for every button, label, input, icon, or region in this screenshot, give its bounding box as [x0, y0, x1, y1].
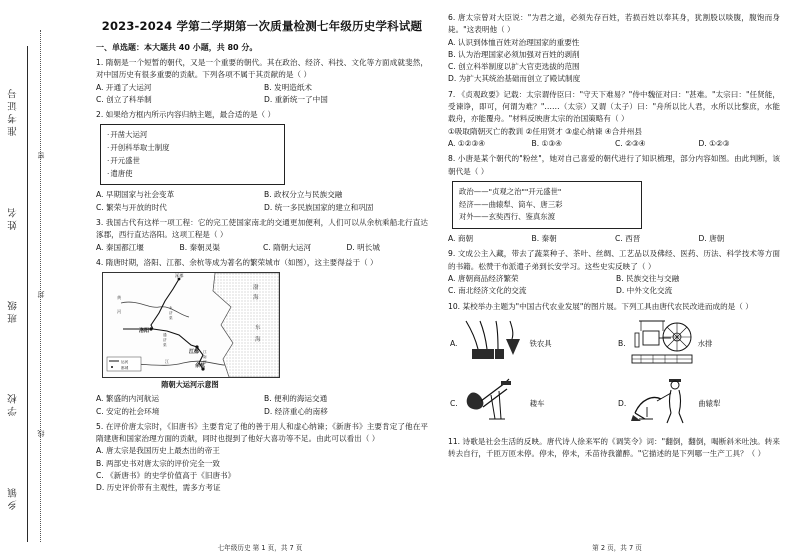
- question-9-option-a[interactable]: A. 唐朝商品经济繁荣: [448, 273, 519, 283]
- question-7-option-d[interactable]: D. ①②③: [698, 138, 730, 148]
- svg-text:海: 海: [255, 337, 261, 344]
- question-6-option-a[interactable]: A. 认识到体恤百姓对治理国家的重要性: [448, 37, 580, 47]
- material-line: ·开创科举取士制度: [107, 143, 170, 153]
- question-8-stem: 8. 小唐是某个朝代的"粉丝"，她对自己喜爱的朝代进行了知识梳理，部分内容如图。由此判断，该朝代是（ ）: [448, 154, 780, 176]
- material-text: 开凿大运河: [110, 130, 148, 140]
- question-6-stem: 6. 唐太宗曾对大臣说："为君之道，必须先存百姓，若损百姓以奉其身，犹割股以啖腹，腹饱而身毙。"这表明他（ ）: [448, 13, 780, 35]
- question-7-option-b[interactable]: B. ①③④: [531, 138, 562, 148]
- question-5-option-a[interactable]: A. 唐太宗是我国历史上最杰出的帝王: [96, 446, 220, 456]
- svg-text:永: 永: [169, 306, 173, 311]
- question-7-stem: 7. 《贞观政要》记载：太宗谓侍臣曰："守天下难易？"侍中魏征对曰："甚难。"太宗曰："任贤能，受谏诤，即可，何谓为难？"……（太宗）又谓（太子）曰："舟所以比人君，水所以比黎庶，水能载舟，亦能覆舟。"材料反映唐太宗的治国策略有（ ）: [448, 89, 780, 124]
- question-11-stem: 11. 诗歌是社会生活的反映。唐代诗人徐来军的《调笑令》词："翻倒，翻倒，喝断斜米吐浊。转来转去自行，千匝万匝未停。停未，停未，禾苗待我灌醉。"它描述的是下列哪一生产工具？（ ）: [448, 436, 780, 459]
- question-11: [448, 436, 780, 461]
- iron-farm-tools-icon: [460, 315, 526, 372]
- svg-text:江都: 江都: [189, 349, 200, 356]
- material-text: 经济——曲辕犁、筒车、唐三彩: [459, 199, 563, 209]
- left-page-footer: 七年级历史 第 1 页，共 7 页: [217, 544, 303, 552]
- question-7: [448, 89, 780, 150]
- question-10-option-a[interactable]: [450, 315, 612, 373]
- question-1: [96, 57, 428, 106]
- question-4-options: [96, 393, 428, 418]
- question-9-stem: 9. 文成公主入藏，带去了蔬菜种子、茶叶、丝绸、工艺品以及佛经、医药、历法、科学技术等方面的书籍。松赞干布派遣子弟到长安学习。这些史实反映了（ ）: [448, 249, 780, 271]
- question-6: [448, 12, 780, 86]
- question-10-option-d-label: 曲辕犁: [698, 399, 721, 409]
- question-3-option-b[interactable]: B. 秦朝灵渠: [179, 242, 220, 252]
- svg-text:余杭: 余杭: [195, 363, 206, 370]
- question-2-option-d[interactable]: D. 统一多民族国家的建立和巩固: [264, 202, 374, 212]
- svg-text:河: 河: [203, 360, 207, 365]
- question-2-material-box: [100, 124, 285, 185]
- question-10-option-b-label: 水排: [697, 339, 713, 349]
- question-3-option-c[interactable]: C. 隋朝大运河: [263, 242, 312, 252]
- question-9-option-d[interactable]: D. 中外文化交流: [616, 286, 673, 296]
- question-3: [96, 217, 428, 254]
- question-9-option-c[interactable]: C. 南北经济文化的交流: [448, 286, 527, 296]
- material-text: 对外——玄奘西行、鉴真东渡: [459, 212, 556, 222]
- question-4: [96, 257, 428, 418]
- question-3-stem: 3. 我国古代有这样一项工程：它的完工使国家南北的交通更加便利，人们可以从余杭乘船北行直达涿郡，西行直达洛阳。这项工程是（ ）: [96, 218, 428, 240]
- question-7-options: [448, 138, 780, 150]
- question-5-option-b[interactable]: B. 两部史书对唐太宗的评价完全一致: [96, 458, 220, 468]
- page-title: 2023-2024 学第二学期第一次质量检测七年级历史学科试题: [101, 19, 423, 33]
- question-10-option-c[interactable]: [450, 375, 612, 433]
- svg-text:都城: 都城: [121, 366, 129, 371]
- question-4-option-d[interactable]: D. 经济重心的南移: [264, 406, 328, 416]
- question-1-option-d[interactable]: D. 重新统一了中国: [264, 94, 328, 104]
- question-5-option-d[interactable]: D. 历史评价带有主观性，需多方考证: [96, 483, 221, 493]
- svg-text:渤: 渤: [253, 285, 259, 292]
- question-8-option-b[interactable]: B. 秦朝: [531, 234, 557, 244]
- material-text: 政治——"贞观之治""开元盛世": [459, 186, 562, 196]
- material-text: 开创科举取士制度: [110, 143, 170, 153]
- grand-canal-map-image: [102, 272, 280, 378]
- question-8-options: [448, 233, 780, 245]
- question-10-option-c-letter: C.: [450, 399, 458, 409]
- question-10-option-b[interactable]: [618, 315, 780, 373]
- question-3-options: [96, 242, 428, 254]
- material-text: 开元盛世: [110, 155, 140, 165]
- svg-text:南: 南: [203, 355, 207, 360]
- question-7-circled-items: ①吸取隋朝灭亡的教训 ②任用贤才 ③虚心纳谏 ④合并州县: [448, 126, 642, 136]
- svg-text:渠: 渠: [169, 316, 173, 321]
- section-heading: 一、单选题：本大题共 40 小题，共 80 分。: [96, 43, 258, 52]
- question-8: [448, 153, 780, 245]
- question-10-option-b-letter: B.: [618, 339, 626, 349]
- question-10: [448, 301, 780, 433]
- question-2-option-c[interactable]: C. 繁荣与开放的时代: [96, 202, 167, 212]
- question-5-option-c[interactable]: C. 《新唐书》的史学价值高于《旧唐书》: [96, 470, 236, 480]
- question-1-option-b[interactable]: B. 发明造纸术: [264, 82, 313, 92]
- svg-text:济: 济: [169, 311, 173, 316]
- question-10-option-c-label: 耧车: [529, 399, 545, 409]
- question-7-option-c[interactable]: C. ②③④: [615, 138, 646, 148]
- material-text: 遣唐使: [110, 168, 133, 178]
- question-10-option-d-letter: D.: [618, 399, 627, 409]
- seal-vertical-labels: [2, 0, 26, 558]
- svg-text:黄: 黄: [117, 295, 122, 301]
- question-1-option-a[interactable]: A. 开通了大运河: [96, 82, 152, 92]
- seal-label-name: 姓名: [8, 204, 19, 230]
- question-4-figure: [102, 272, 428, 390]
- svg-text:东: 东: [255, 325, 261, 332]
- svg-text:渠: 渠: [163, 343, 167, 348]
- question-10-option-d[interactable]: [618, 375, 780, 433]
- svg-text:河: 河: [117, 309, 122, 315]
- svg-text:江: 江: [165, 359, 170, 365]
- seal-label-class: 班级: [8, 297, 19, 323]
- seal-word-mi: 密: [37, 151, 45, 160]
- question-8-option-c[interactable]: C. 西晋: [615, 234, 641, 244]
- question-4-option-b[interactable]: B. 便利的海运交通: [264, 394, 328, 404]
- question-10-option-a-letter: A.: [450, 339, 458, 349]
- seal-word-feng: 封: [37, 289, 45, 298]
- question-4-option-c[interactable]: C. 安定的社会环境: [96, 406, 160, 416]
- exam-page-left: [50, 0, 440, 558]
- svg-text:运河: 运河: [121, 360, 129, 365]
- question-6-option-d[interactable]: D. 为扩大其统治基础而创立了殿试制度: [448, 74, 581, 84]
- question-5-options: [96, 445, 428, 494]
- question-2: [96, 109, 428, 214]
- seal-label-township: 乡镇: [8, 484, 19, 510]
- question-4-figure-caption: 隋朝大运河示意图: [161, 380, 219, 390]
- question-6-option-b[interactable]: B. 认为治理国家必须加强对百姓的剥削: [448, 49, 580, 59]
- question-9-option-b[interactable]: B. 民族交往与交融: [616, 273, 680, 283]
- question-1-stem: 1. 隋朝是一个短暂的朝代，又是一个重要的朝代。其在政治、经济、科技、文化等方面成就斐然，对中国历史有很多重要的贡献。下列各项不属于其贡献的是（ ）: [96, 58, 428, 80]
- right-page-footer: 第 2 页，共 7 页: [592, 544, 642, 552]
- question-8-option-a[interactable]: A. 商朝: [448, 234, 474, 244]
- question-5-stem: 5. 在评价唐太宗时，《旧唐书》主要肯定了他的善于用人和虚心纳谏；《新唐书》主要肯定了他在平隋建唐和国家治理方面的贡献，同时也提到了他好大喜功等不足。由此可以看出（ ）: [96, 421, 428, 444]
- seal-solid-line: [27, 46, 28, 542]
- question-7-option-a[interactable]: A. ①②③④: [448, 138, 486, 148]
- seal-label-school: 学校: [8, 391, 19, 417]
- exam-page-right: [440, 0, 794, 558]
- material-line: ·遣唐使: [107, 168, 133, 178]
- question-4-option-a[interactable]: A. 繁盛的内河航运: [96, 394, 160, 404]
- seal-words: [34, 46, 48, 542]
- svg-text:海: 海: [253, 295, 259, 302]
- question-9: [448, 248, 780, 297]
- question-3-option-d[interactable]: D. 明长城: [346, 242, 380, 252]
- question-1-options: [96, 82, 428, 107]
- question-3-option-a[interactable]: A. 秦国都江堰: [96, 242, 144, 252]
- question-4-stem: 4. 隋唐时期，洛阳、江都、余杭等成为著名的繁荣城市（如图），这主要得益于（ ）: [96, 257, 378, 267]
- material-line: ·开凿大运河: [107, 130, 148, 140]
- grand-canal-map-svg: [103, 273, 279, 377]
- svg-text:济: 济: [163, 338, 167, 343]
- question-2-stem: 2. 如果给方框内所示内容归纳主题，最合适的是（ ）: [96, 110, 276, 120]
- question-2-options: [96, 189, 428, 214]
- seed-drill-icon: [461, 375, 527, 432]
- question-10-picture-options: [450, 315, 780, 433]
- svg-text:通: 通: [163, 333, 167, 338]
- question-5: [96, 421, 428, 495]
- water-powered-bellows-icon: [629, 315, 695, 372]
- svg-text:洛阳: 洛阳: [139, 328, 150, 335]
- svg-text:涿郡: 涿郡: [175, 273, 184, 279]
- question-1-option-c[interactable]: C. 创立了科举制: [96, 94, 152, 104]
- question-2-option-b[interactable]: B. 政权分立与民族交融: [264, 190, 343, 200]
- seal-strip: [0, 0, 50, 558]
- question-9-options: [448, 273, 780, 298]
- question-8-option-d[interactable]: D. 唐朝: [698, 234, 725, 244]
- question-6-option-c[interactable]: C. 创立科举制度以扩大官吏选拔的范围: [448, 62, 580, 72]
- question-10-stem: 10. 某校举办主题为"中国古代农业发展"的图片展。下列工具由唐代农民改进而成的是（ ）: [448, 301, 753, 311]
- seal-label-admission-number: 准考证号: [8, 86, 19, 137]
- question-6-options: [448, 37, 780, 86]
- svg-text:江: 江: [203, 350, 207, 355]
- question-10-option-a-label: 铁农具: [529, 339, 552, 349]
- question-8-material-box: [452, 181, 642, 229]
- material-line: ·开元盛世: [107, 155, 140, 165]
- question-2-option-a[interactable]: A. 早期国家与社会变革: [96, 190, 175, 200]
- seal-word-xian: 线: [37, 428, 45, 437]
- curved-shaft-plough-icon: [629, 375, 695, 432]
